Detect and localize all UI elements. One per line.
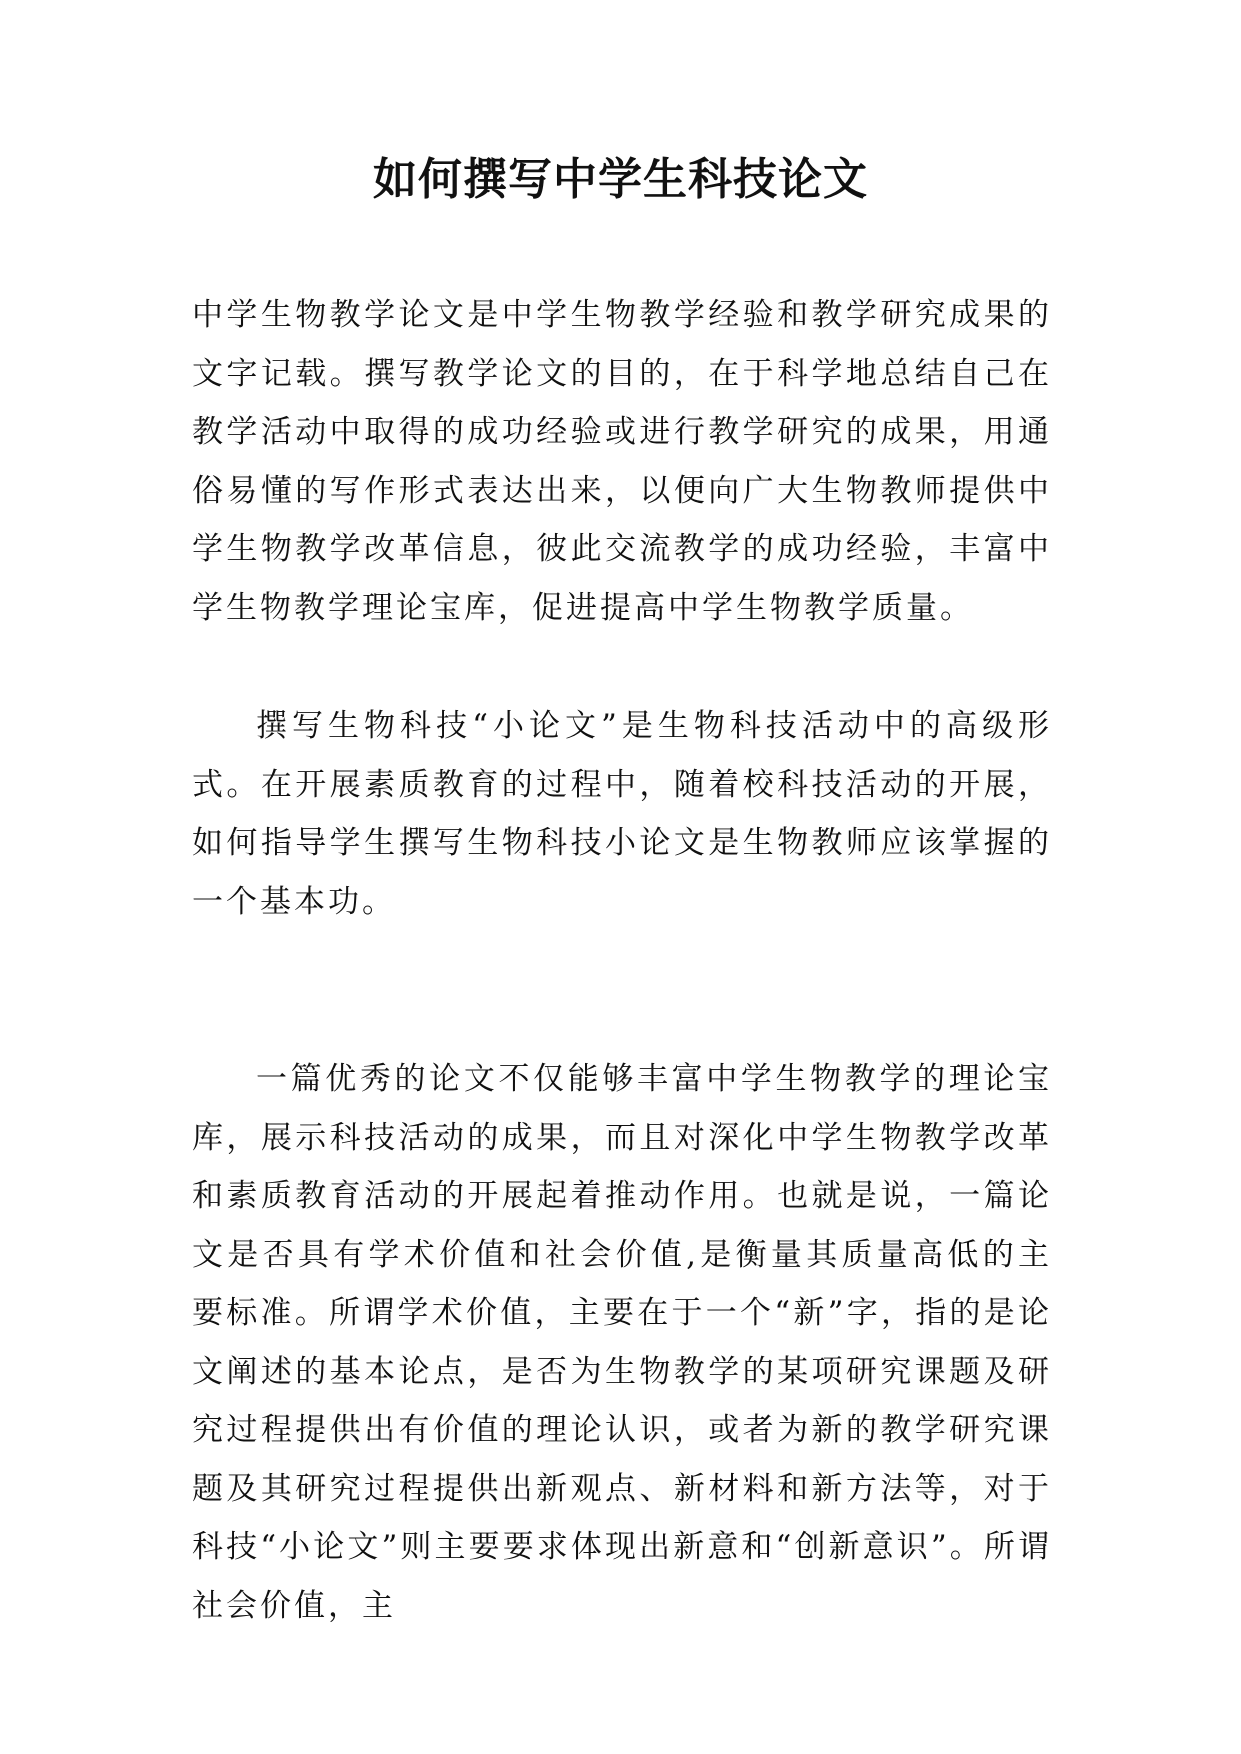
document-title: 如何撰写中学生科技论文 (373, 154, 868, 205)
paragraph-2: 撰写生物科技“小论文”是生物科技活动中的高级形式。在开展素质教育的过程中，随着校科技活动的开展，如何指导学生撰写生物科技小论文是生物教师应该掌握的一个基本功。 (192, 708, 1052, 920)
paragraph-1: 中学生物教学论文是中学生物教学经验和教学研究成果的文字记载。撰写教学论文的目的，在于科学地总结自己在教学活动中取得的成功经验或进行教学研究的成果，用通俗易懂的写作形式表达出来，以便向广大生物教师提供中学生物教学改革信息，彼此交流教学的成功经验，丰富中学生物教学理论宝库，促进提高中学生物教学质量。 (192, 297, 1052, 626)
paragraph-3: 一篇优秀的论文不仅能够丰富中学生物教学的理论宝库，展示科技活动的成果，而且对深化中学生物教学改革和素质教育活动的开展起着推动作用。也就是说，一篇论文是否具有学术价值和社会价值,是衡量其质量高低的主要标准。所谓学术价值，主要在于一个“新”字，指的是论文阐述的基本论点，是否为生物教学的某项研究课题及研究过程提供出有价值的理论认识，或者为新的教学研究课题及其研究过程提供出新观点、新材料和新方法等，对于科技“小论文”则主要要求体现出新意和“创新意识”。所谓社会价值，主 (192, 1061, 1052, 1624)
